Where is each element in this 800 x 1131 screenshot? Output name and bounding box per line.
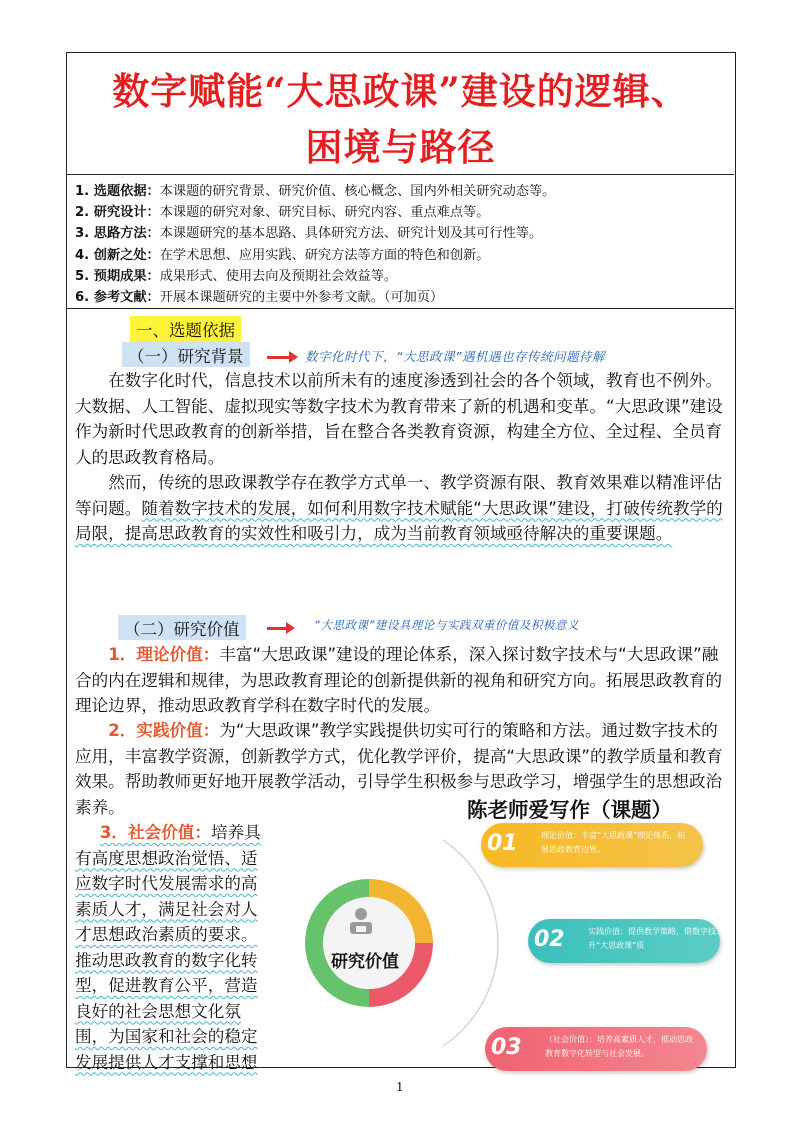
diagram-item-01 [481, 823, 703, 867]
item-text: （社会价值）：培养高素质人才，推动思政教育数字化转型与社会发展。 [545, 1035, 693, 1058]
diagram-center-label: 研究价值 [331, 952, 399, 972]
guide-row [75, 245, 734, 266]
brand-watermark: 陈老师爱写作（课题） [467, 798, 672, 822]
laptop-icon [356, 926, 366, 932]
guide-key: 6. 参考文献： [75, 290, 160, 306]
diagram-item-02 [528, 919, 732, 963]
guide-text: 本课题的研究背景、研究价值、核心概念、国内外相关研究动态等。 [159, 184, 556, 199]
item-text: 理论价值：丰富“大思政课”理论体系，拓展思政教育边界。 [541, 831, 686, 854]
page-number: 1 [396, 1080, 404, 1094]
section-heading: 一、选题依据 [130, 316, 241, 342]
guide-row [75, 223, 734, 244]
document-frame [66, 52, 736, 1072]
research-value-diagram [281, 816, 731, 1066]
paragraph-background-2 [75, 470, 730, 547]
social-value-paragraph [75, 820, 271, 1075]
item-text: 实践价值：提供教学策略，借数字技术提升“大思政课”质 [588, 927, 732, 950]
item-number: 01 [487, 831, 518, 856]
subsection-heading-value: （二）研究价值 [118, 615, 246, 640]
diagram-arc [443, 840, 498, 1046]
handwritten-note-value: “大思政课”建设具理论与实践双重价值及积极意义 [314, 618, 579, 632]
writing-guide [67, 176, 734, 309]
handwritten-note-background: 数字化时代下，“大思政课”遇机遇也存传统问题待解 [305, 349, 605, 364]
guide-key: 2. 研究设计： [75, 205, 160, 221]
underlined-text: 随着数字技术的发展，如何利用数字技术赋能“大思政课”建设，打破传统教学的局限，提高思政教育的实效性和吸引力，成为当前教育领域亟待解决的重要课题。 [75, 498, 723, 544]
guide-text: 成果形式、使用去向及预期社会效益等。 [159, 268, 398, 284]
guide-key: 1. 选题依据： [75, 184, 160, 199]
item-number: 03 [491, 1035, 522, 1060]
theory-value-text: 丰富“大思政课”建设的理论体系，深入探讨数字技术与“大思政课”融合的内在逻辑和规律，为思政教育理论的创新提供新的视角和研究方向。拓展思政教育的理论边界，推动思政教育学科在数字时代的发展。 [75, 645, 723, 716]
guide-key: 4. 创新之处： [75, 247, 160, 263]
guide-text: 本课题的研究对象、研究目标、研究内容、重点难点等。 [159, 205, 490, 221]
guide-row [75, 287, 734, 308]
theory-value-label: 1．理论价值： [108, 645, 220, 664]
subsection-heading-background: （一）研究背景 [122, 342, 250, 367]
guide-key: 3. 思路方法： [75, 226, 160, 242]
social-value-label: 3．社会价值： [99, 823, 211, 842]
paragraph-background-1: 在数字化时代，信息技术以前所未有的速度渗透到社会的各个领域，教育也不例外。大数据、人工智能、虚拟现实等数字技术为教育带来了新的机遇和变革。“大思政课”建设作为新时代思政教育的创新举措，旨在整合各类教育资源，构建全方位、全过程、全员育人的思政教育格局。 [75, 371, 723, 467]
guide-text: 本课题研究的基本思路、具体研究方法、研究计划及其可行性等。 [159, 226, 543, 242]
guide-row [75, 202, 734, 223]
title-section [67, 53, 734, 175]
guide-row [75, 181, 734, 202]
page-title-line-2: 困境与路径 [305, 125, 496, 169]
person-icon [355, 908, 367, 920]
practice-value-text: 为“大思政课”教学实践提供切实可行的策略和方法。通过数字技术的应用，丰富教学资源，创新教学方式，优化教学评价，提高“大思政课”的教学质量和教育效果。帮助教师更好地开展教学活动，引导学生积极参与思政学习，增强学生的思想政治素养。 [75, 721, 723, 817]
guide-key: 5. 预期成果： [75, 268, 160, 284]
diagram-item-03 [485, 1027, 707, 1071]
page-title-line-1: 数字赋能“大思政课”建设的逻辑、 [112, 69, 689, 113]
arrow-right-icon [267, 356, 292, 359]
paragraph-text: 然而，传统的思政课教学存在教学方式单一、教学资源有限、教育效果难以精准评估等问题。 [75, 473, 723, 518]
content-section [67, 310, 734, 1072]
guide-text: 开展本课题研究的主要中外参考文献。（可加页） [159, 290, 444, 306]
guide-row [75, 266, 734, 287]
guide-text: 在学术思想、应用实践、研究方法等方面的特色和创新。 [159, 247, 490, 263]
practice-value-label: 2．实践价值： [108, 721, 220, 740]
theory-value-paragraph [75, 642, 730, 719]
arrow-right-icon [267, 627, 289, 630]
item-number: 02 [534, 927, 565, 952]
social-value-text: 培养具有高度思想政治觉悟、适应数字时代发展需求的高素质人才，满足社会对人才思想政治素质的要求。推动思政教育的数字化转型，促进教育公平，营造良好的社会思想文化氛围，为国家和社会的稳定发展提供人才支撑和思想 [75, 823, 261, 1072]
diagram-center-circle [323, 897, 415, 989]
